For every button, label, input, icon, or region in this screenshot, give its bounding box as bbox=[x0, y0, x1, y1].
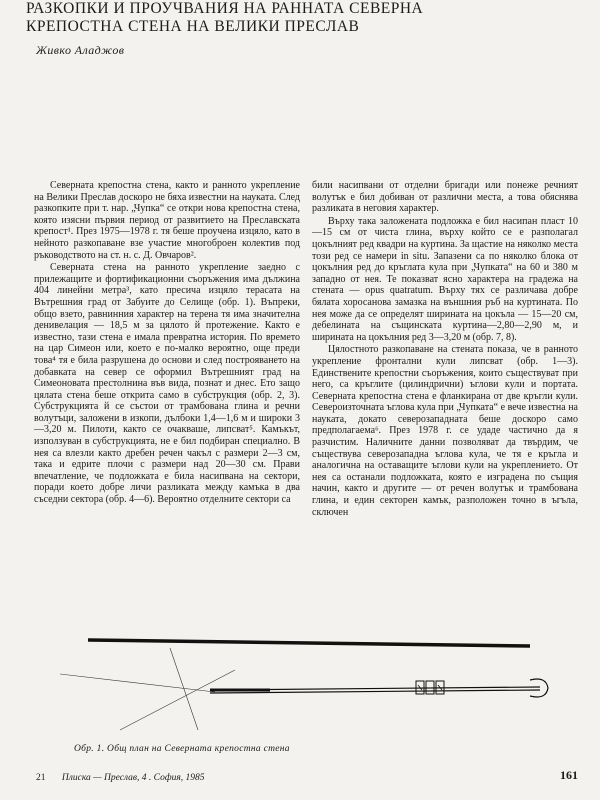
running-footer bbox=[36, 773, 205, 783]
upper-wall-line bbox=[88, 640, 530, 646]
paragraph: Северната стена на ранното укрепление заедно с прилежащите и фортификационни съоръжения има дължина 404 линейни метра³, като пресича изцяло терасата на Вътрешния град от Забуите до Селище (обр. 1). Въпреки, общо взето, равнинния характер на терена тя има значителна денивелация — 18,5 м за цялото й протежение. Както е известно, тази стена е имала превратна история. По времето на цар Симеон или, което е по-малко вероятно, още преди това⁴ тя е била разрушена до основи и след построяването на добавката на север се оформил Вътрешният град на Симеоновата престолнина във вида, познат и днес. Ето защо цялата стена беше открита само в субструкция (обр. 2, 3). Субструкцията й се състои от трамбована глина и речни волутъци, заложени в изкопи, дълбоки 1,4—1,6 м и широки 3—3,20 м. Пилоти, както се очакваше, липсват⁵. Камъкът, използуван в субструкцията, не е бил подбиран специално. В нея са влезли както дребен речен чакъл с размери 2—3 см, така и едрите плочи с размери над 20—30 см. Прави впечатление, че подложката е била насипвана на сектори, поради което добре личи разликата между камъка в два съседни сектора (обр. 4—6). Вероятно отделните сектори са bbox=[34, 262, 300, 506]
construction-line bbox=[60, 674, 215, 692]
print-signature: 21 bbox=[36, 773, 46, 783]
author-name: Живко Аладжов bbox=[36, 43, 125, 57]
figure-caption: Обр. 1. Общ план на Северната крепостна стена bbox=[74, 744, 290, 754]
text-column-right bbox=[312, 180, 578, 519]
paragraph: Цялостното разкопаване на стената показа, че в ранното укрепление фронтални кули липсват (обр. 1—3). Единствените крепостни съоръжения, които съществуват при него, са кръглите (цилиндрични) ъглови кули и портата. Северната крепостна стена е фланкирана от две кръгли кули. Североизточната ъглова кула при „Чупката“ е вече известна на науката, докато северозападната беше доскоро само предполагаема⁶. През 1978 г. се удаде частично да я разчистим. Наличните данни позволяват да твърдим, че съществува северозападна ъглова кула, че тя е кръгла и аналогична на оставащите ъглови кули на укреплението. От нея са останали подложката, която е изградена по същия начин, както и другите — от речен волутък и трамбована глина, и един секторен камък, разположен точно в ъгъла, сключен bbox=[312, 344, 578, 518]
title-line-1: РАЗКОПКИ И ПРОУЧВАНИЯ НА РАННАТА СЕВЕРНА bbox=[26, 0, 424, 17]
title-line-2: КРЕПОСТНА СТЕНА НА ВЕЛИКИ ПРЕСЛАВ bbox=[26, 18, 360, 35]
paragraph: били насипвани от отделни бригади или понеже речният волутък е бил добиван от различни места, а това обяснява разликата в неговия характер. bbox=[312, 180, 578, 215]
article-title bbox=[26, 0, 566, 36]
journal-citation: Плиска — Преслав, 4 . София, 1985 bbox=[61, 773, 205, 783]
text-column-left bbox=[34, 180, 300, 507]
plan-figure bbox=[60, 630, 560, 740]
paragraph: Северната крепостна стена, както и ранното укрепление на Велики Преслав доскоро не бяха известни на науката. След разкопките при т. нар. „Чупка“ се откри нова крепостна стена, която изясни първия период от развитието на Преславската крепост¹. През 1975—1978 г. тя беше проучена изцяло, като в нейното разкопаване взе участие многоброен колектив под ръководството на ст. н. с. Д. Овчаров². bbox=[34, 180, 300, 261]
page-number: 161 bbox=[560, 768, 578, 782]
paragraph: Върху така заложената подложка е бил насипан пласт 10—15 см от чиста глина, върху който се е разполагал цокълният ред квадри на куртина. За щастие на няколко места този ред се намери in situ. Запазени са по няколко блока от цокълния ред до кръглата кула при „Чупката“ на 60 и 380 м западно от нея. Те показват ясно характера на градежа на стената — opus quatratum. Върху тях се различава добре бялата хоросанова замазка на външния ръб на куртината. По нея може да се определят ширината на цокъла — 15—20 см, дебелината на същинската куртина—2,80—2,90 м, и ширината на цокълния ред 3—3,20 м (обр. 7, 8). bbox=[312, 215, 578, 343]
construction-line bbox=[120, 670, 235, 730]
corner-tower bbox=[530, 679, 548, 697]
wall-plan-drawing bbox=[60, 630, 560, 740]
construction-line bbox=[170, 648, 198, 730]
